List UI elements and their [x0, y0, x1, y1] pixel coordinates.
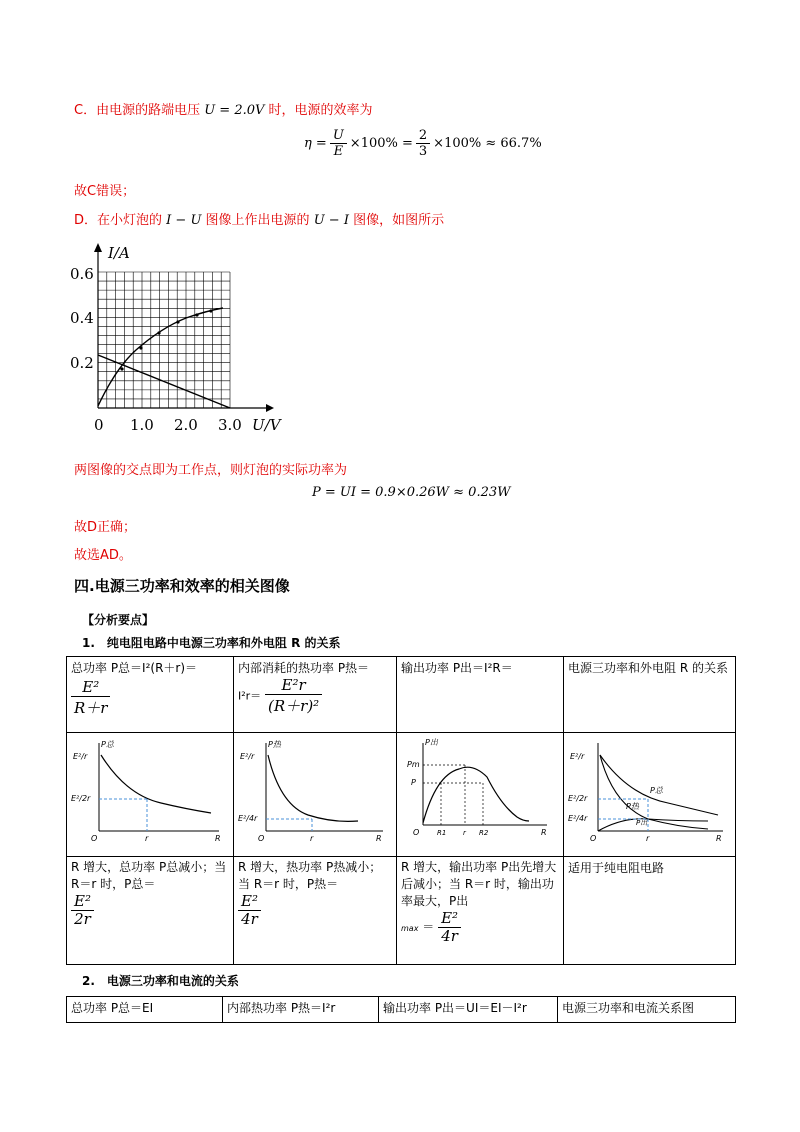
cell-total-power [67, 657, 234, 733]
numerator: U [330, 128, 347, 144]
total-power-fraction [71, 678, 110, 718]
option-c-text: C．由电源的路端电压 [74, 103, 201, 118]
desc-heat-text: R 增大，热功率 P热减小；当 R＝r 时，P热＝ [238, 860, 382, 891]
denominator: (R＋r)² [268, 697, 320, 715]
combined-total-curve [600, 755, 718, 815]
numerator: E² [238, 893, 261, 911]
g4-output-label: P出 [636, 819, 648, 827]
desc-heat-fraction [238, 893, 261, 928]
g2-tick1: E²/r [240, 752, 255, 761]
cell-output-power-current: 输出功率 P出＝UI＝EI－I²r [379, 997, 558, 1023]
graph-combined-power [568, 735, 728, 847]
g3-origin: O [413, 828, 420, 837]
cell-total-power-current: 总功率 P总＝EI [67, 997, 223, 1023]
g4-tick3: E²/4r [568, 814, 588, 823]
option-d-iu: I − U [166, 213, 202, 228]
cell-graph-output [397, 733, 564, 857]
g4-origin: O [590, 834, 597, 843]
key-points-heading: 【分析要点】 [82, 613, 155, 627]
x-tick-2.0: 2.0 [174, 416, 198, 434]
y-tick-0.2: 0.2 [70, 354, 94, 372]
y-axis-label: I/A [108, 244, 130, 262]
eta-tail: ×100% ≈ 66.7% [433, 136, 542, 151]
cell-graph-heat [234, 733, 397, 857]
graph-output-power [401, 735, 556, 847]
efficiency-equation [304, 128, 542, 159]
relation-heading-text: 电源三功率和外电阻 R 的关系 [568, 661, 728, 675]
g2-r: r [310, 834, 314, 843]
desc-output-fraction [438, 910, 461, 945]
grid [98, 272, 230, 408]
eta-mid: ×100% = [349, 136, 413, 151]
denominator: 4r [441, 927, 458, 945]
d-conclusion: 故D正确； [74, 520, 137, 535]
g4-heat-label: P热 [626, 802, 639, 811]
option-d-ui: U − I [313, 213, 349, 228]
numerator: 2 [416, 128, 430, 144]
cell-desc-applicable [564, 857, 736, 965]
g4-r: r [646, 834, 650, 843]
g3-p: P [411, 778, 416, 787]
section-title: 四.电源三功率和效率的相关图像 [74, 577, 290, 595]
g3-r2: R2 [479, 829, 489, 837]
numerator: E²r [265, 676, 322, 695]
g1-tick1: E²/r [73, 752, 88, 761]
final-answer: 故选AD。 [74, 548, 132, 563]
iu-graph [66, 238, 306, 438]
g3-ylabel: P出 [425, 738, 438, 747]
c-conclusion: 故C错误； [74, 184, 136, 199]
cell-graph-combined [564, 733, 736, 857]
denominator: 2r [74, 910, 91, 928]
x-tick-3.0: 3.0 [218, 416, 242, 434]
y-axis-arrow [94, 243, 102, 252]
cell-desc-heat [234, 857, 397, 965]
x-tick-1.0: 1.0 [130, 416, 154, 434]
graph-total-power [71, 735, 226, 847]
option-d-text-b: 图像上作出电源的 [205, 213, 310, 228]
cell-heat-power-current: 内部热功率 P热＝I²r [223, 997, 379, 1023]
desc-applicable-text: 适用于纯电阻电路 [568, 861, 665, 875]
lamp-iu-curve [98, 308, 223, 406]
cell-graph-total [67, 733, 234, 857]
g2-origin: O [258, 834, 265, 843]
cell-relation-current: 电源三功率和电流关系图 [558, 997, 736, 1023]
g3-r: r [463, 829, 466, 837]
origin-label: 0 [94, 416, 104, 434]
output-power-curve [423, 767, 529, 823]
heat-power-fraction [265, 676, 322, 716]
g2-tick2: E²/4r [238, 814, 258, 823]
g3-pm: Pm [407, 760, 420, 769]
cell-desc-output: R 增大，输出功率 P出先增大后减小；当 R＝r 时，输出功率最大，P出 max ＝ $\frac{\text{E²}}{4r}$ [397, 857, 564, 965]
g1-tick2: E²/2r [71, 794, 91, 803]
numerator: E² [71, 678, 110, 697]
heat-power-curve [268, 755, 358, 821]
power-resistance-table [66, 656, 736, 965]
x-axis-label: U/V [252, 416, 281, 434]
g4-total-label: P总 [650, 786, 663, 795]
denominator: 4r [241, 910, 258, 928]
numerator: E² [438, 910, 461, 928]
denominator: R＋r [74, 699, 108, 717]
g4-tick1: E²/r [570, 752, 585, 761]
cell-relation-heading [564, 657, 736, 733]
y-tick-0.4: 0.4 [70, 309, 94, 327]
cell-heat-power [234, 657, 397, 733]
heat-power-pre: I²r＝ [238, 689, 262, 703]
option-c-line [74, 99, 373, 118]
g2-R: R [376, 834, 382, 843]
g2-ylabel: P热 [268, 740, 281, 749]
g3-r1: R1 [437, 829, 447, 837]
denominator: E [333, 144, 344, 159]
desc-output-sub: max [401, 924, 419, 933]
desc-total-fraction [71, 893, 94, 928]
output-power-text: 输出功率 P出＝I²R＝ [401, 661, 513, 675]
desc-total-text: R 增大，总功率 P总减小；当 R＝r 时，P总＝ [71, 860, 227, 891]
g1-origin: O [91, 834, 98, 843]
power-equation: P = UI = 0.9×0.26W ≈ 0.23W [312, 485, 511, 500]
g4-R: R [716, 834, 722, 843]
power-current-table [66, 996, 736, 1023]
g1-R: R [215, 834, 221, 843]
item-2-heading: 2. 电源三功率和电流的关系 [82, 974, 239, 988]
numerator: E² [71, 893, 94, 911]
total-power-curve [101, 755, 211, 813]
option-d-text-a: D．在小灯泡的 [74, 213, 163, 228]
g4-tick2: E²/2r [568, 794, 588, 803]
y-tick-0.6: 0.6 [70, 265, 94, 283]
g3-R: R [541, 828, 547, 837]
denominator: 3 [418, 144, 428, 159]
fraction-two-thirds [416, 128, 430, 159]
option-c-equation: U = 2.0V [204, 103, 265, 118]
intersection-text: 两图像的交点即为工作点，则灯泡的实际功率为 [74, 463, 348, 478]
x-axis-arrow [266, 404, 274, 412]
option-d-line [74, 209, 444, 228]
curve-points [120, 309, 212, 370]
cell-output-power [397, 657, 564, 733]
fraction-u-over-e [330, 128, 347, 159]
g1-ylabel: P总 [101, 740, 114, 749]
cell-desc-total [67, 857, 234, 965]
eta-lhs: η = [304, 136, 327, 151]
option-d-text-c: 图像，如图所示 [353, 213, 445, 228]
option-c-tail: 时，电源的效率为 [268, 103, 373, 118]
desc-output-text: R 增大，输出功率 P出先增大后减小；当 R＝r 时，输出功率最大，P出 [401, 860, 557, 908]
total-power-text: 总功率 P总＝I²(R＋r)＝ [71, 661, 198, 675]
graph-heat-power [238, 735, 388, 847]
heat-power-text: 内部消耗的热功率 P热＝ [238, 661, 370, 675]
g1-r: r [145, 834, 149, 843]
item-1-heading: 1. 纯电阻电路中电源三功率和外电阻 R 的关系 [82, 636, 341, 650]
